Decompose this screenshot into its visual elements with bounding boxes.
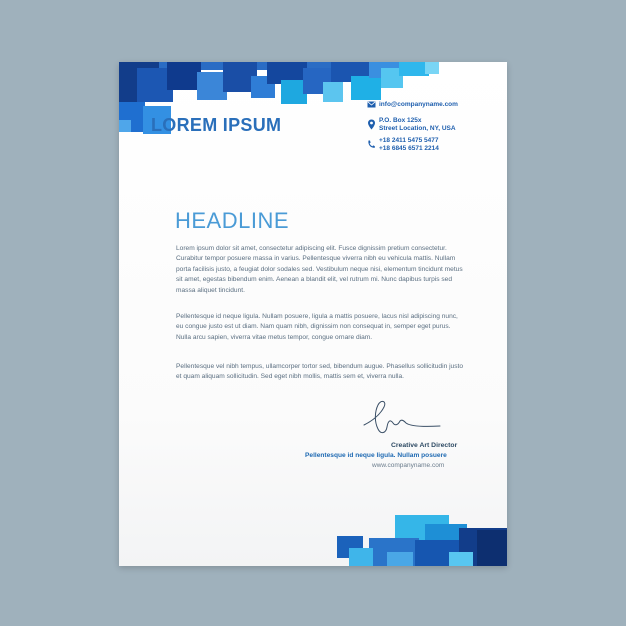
body-paragraph-2: Pellentesque id neque ligula. Nullam posuere, ligula a mattis posuere, lacus nisl adipiscing nunc, eu congue justo est ut diam. Nam quam nibh, dignissim non consequat in, semper eget purus. Nulla arcu sapien, viverra vitae metus tempor, congue ornare diam.	[176, 313, 458, 341]
contact-address-line1: P.O. Box 125x	[379, 117, 422, 124]
signature-website[interactable]: www.companyname.com	[372, 462, 445, 469]
phone-icon	[367, 140, 375, 149]
body-paragraph-3: Pellentesque vel nibh tempus, ullamcorper tortor sed, bibendum augue. Phasellus sollicitudin justo et quam aliquam sollicitudin. Sed eget nibh mollis, mattis sem et, viverra nulla.	[176, 363, 463, 381]
email-icon	[367, 101, 376, 108]
signature-title: Creative Art Director	[391, 442, 458, 449]
contact-phone2[interactable]: +18 6845 6571 2214	[379, 145, 439, 152]
signature-name: Pellentesque id neque ligula. Nullam posuere	[305, 452, 447, 459]
brand-name: LOREM IPSUM	[151, 115, 282, 135]
contact-email[interactable]: info@companyname.com	[379, 101, 458, 108]
location-icon	[367, 119, 376, 130]
contact-phone1[interactable]: +18 2411 5475 5477	[379, 137, 439, 144]
contact-address-line2: Street Location, NY, USA	[379, 125, 456, 132]
letterhead-page	[119, 62, 507, 566]
body-paragraph-1: Lorem ipsum dolor sit amet, consectetur adipiscing elit. Fusce dignissim pretium consectetur. Curabitur tempor posuere massa in varius. Pellentesque viverra nibh eu vehicula mattis. Nullam porta facilisis justo, a feugiat dolor sodales sed. Vestibulum neque nisi, elementum tincidunt metus sit amet, egestas bibendum enim. Aenean a blandit elit, vel rutrum mi. Nunc dapibus turpis sed massa aliquet tincidunt.	[176, 245, 463, 294]
signature-image	[362, 399, 442, 441]
headline: HEADLINE	[175, 208, 290, 233]
